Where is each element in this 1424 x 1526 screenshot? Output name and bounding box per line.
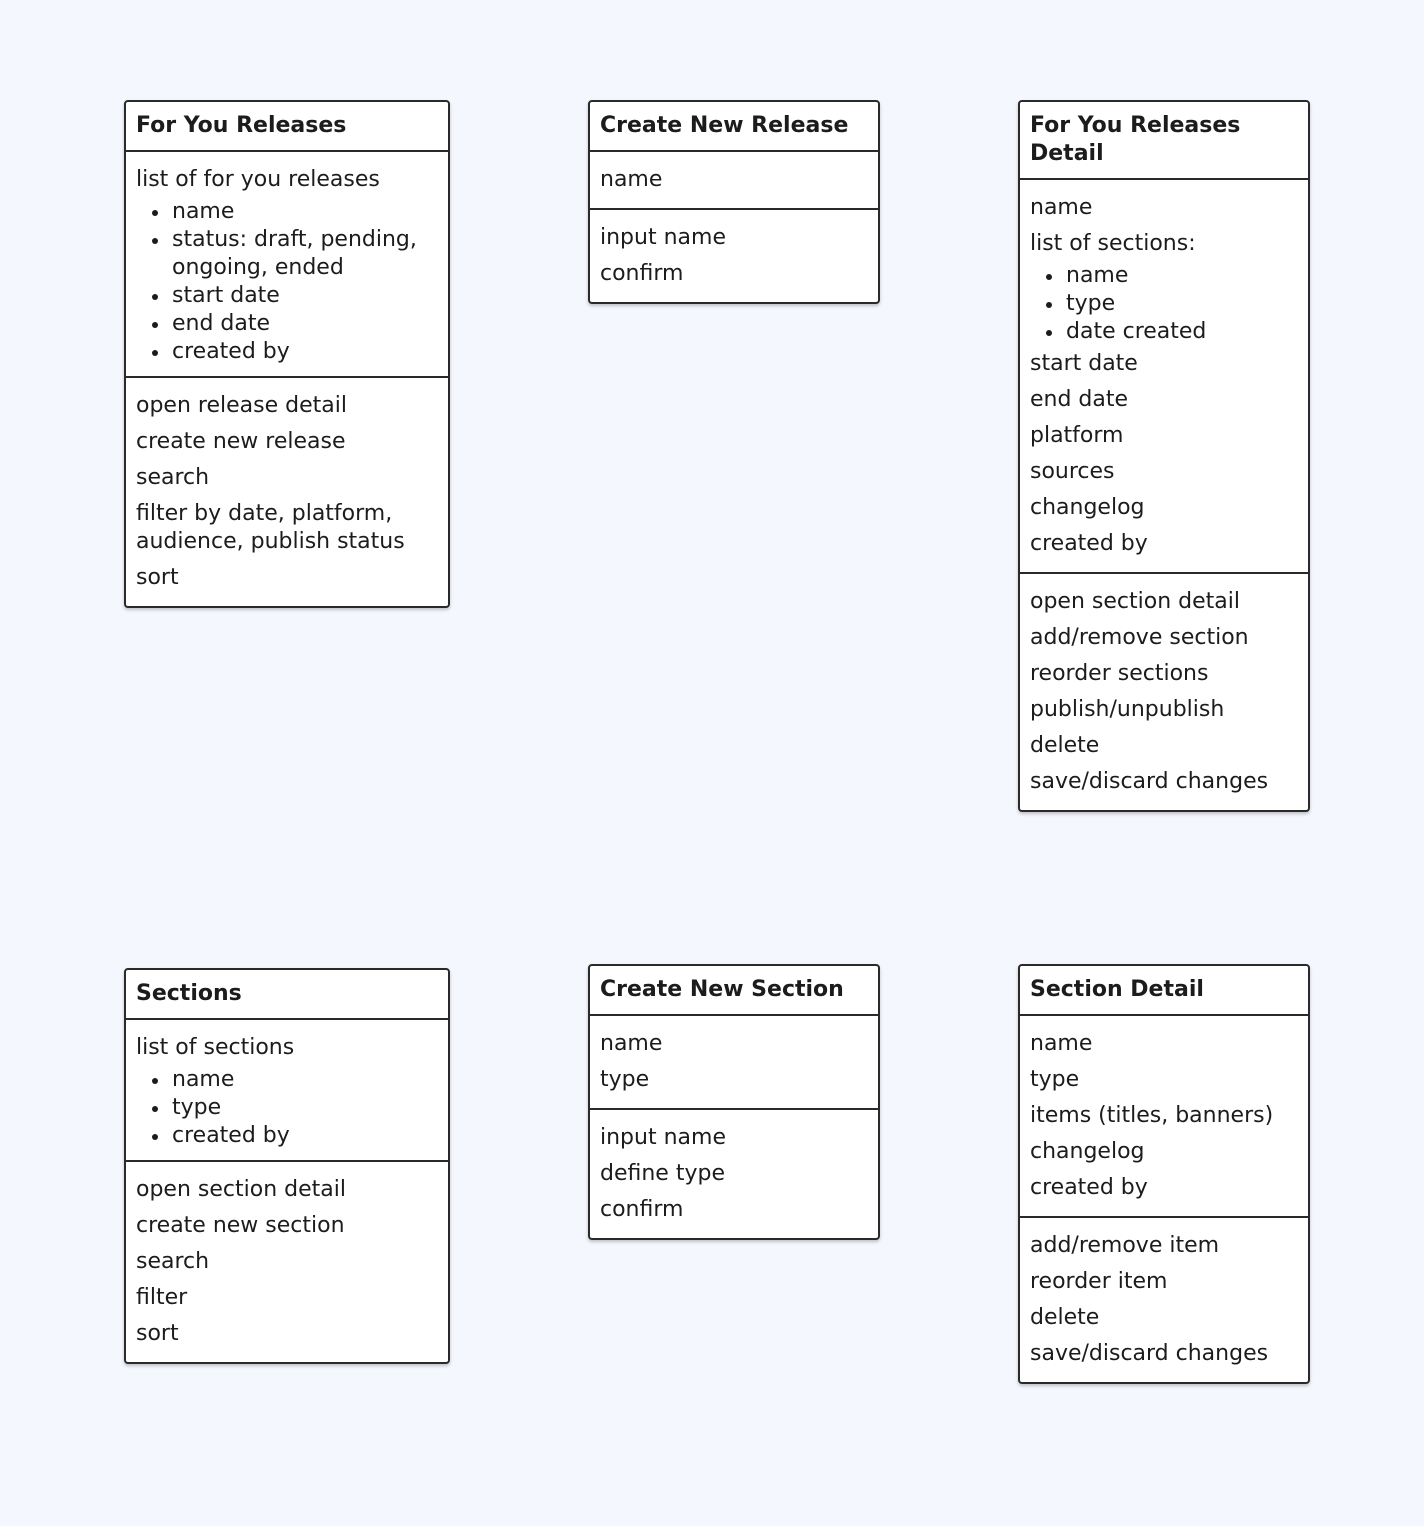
actions-section <box>126 1160 448 1362</box>
action-item: open release detail <box>136 393 347 418</box>
action-item: confirm <box>600 261 684 286</box>
bullet-item: status: draft, pending, ongoing, ended <box>172 226 438 282</box>
card-for-you-releases <box>124 100 450 608</box>
action-item: publish/unpublish <box>1030 697 1225 722</box>
bullet-item: type <box>172 1094 438 1122</box>
field-item: items (titles, banners) <box>1030 1103 1274 1128</box>
action-item: reorder sections <box>1030 661 1209 686</box>
bullet-item: name <box>172 1066 438 1094</box>
bullet-item: created by <box>172 338 438 366</box>
fields-section <box>126 152 448 376</box>
action-item: open section detail <box>1030 589 1240 614</box>
action-item: filter <box>136 1285 188 1310</box>
action-item: create new release <box>136 429 346 454</box>
field-item: type <box>1030 1067 1080 1092</box>
actions-section <box>590 1108 878 1238</box>
bullet-item: created by <box>172 1122 438 1150</box>
field-item: sources <box>1030 459 1115 484</box>
action-item: filter by date, platform, audience, publish status <box>136 501 405 554</box>
action-item: save/discard changes <box>1030 769 1269 794</box>
card-title: For You Releases Detail <box>1020 102 1308 180</box>
card-create-new-section <box>588 964 880 1240</box>
card-sections <box>124 968 450 1364</box>
action-item: input name <box>600 1125 726 1150</box>
action-item: sort <box>136 565 179 590</box>
bullet-item: type <box>1066 290 1298 318</box>
action-item: search <box>136 465 210 490</box>
action-item: create new section <box>136 1213 345 1238</box>
field-item: changelog <box>1030 1139 1145 1164</box>
card-section-detail <box>1018 964 1310 1384</box>
fields-section <box>126 1020 448 1160</box>
action-item: search <box>136 1249 210 1274</box>
fields-bullet-list <box>136 1066 438 1150</box>
bullet-item: start date <box>172 282 438 310</box>
card-title: For You Releases <box>126 102 448 152</box>
card-title: Sections <box>126 970 448 1020</box>
action-item: delete <box>1030 733 1100 758</box>
card-title: Create New Release <box>590 102 878 152</box>
card-create-new-release <box>588 100 880 304</box>
action-item: define type <box>600 1161 725 1186</box>
action-item: delete <box>1030 1305 1100 1330</box>
action-item: reorder item <box>1030 1269 1168 1294</box>
actions-section <box>1020 572 1308 810</box>
action-item: add/remove item <box>1030 1233 1220 1258</box>
action-item: add/remove section <box>1030 625 1249 650</box>
card-title: Create New Section <box>590 966 878 1016</box>
card-title: Section Detail <box>1020 966 1308 1016</box>
field-item: changelog <box>1030 495 1145 520</box>
bullet-item: name <box>1066 262 1298 290</box>
action-item: open section detail <box>136 1177 346 1202</box>
field-item: platform <box>1030 423 1124 448</box>
field-item: type <box>600 1067 650 1092</box>
actions-section <box>126 376 448 606</box>
card-for-you-releases-detail <box>1018 100 1310 812</box>
action-item: save/discard changes <box>1030 1341 1269 1366</box>
actions-section <box>590 208 878 302</box>
action-item: input name <box>600 225 726 250</box>
fields-bullet-list <box>1030 262 1298 346</box>
field-item: end date <box>1030 387 1129 412</box>
fields-heading: list of sections <box>136 1035 295 1060</box>
field-item: name <box>1030 195 1093 220</box>
field-item: name <box>600 1031 663 1056</box>
fields-section <box>590 152 878 208</box>
fields-bullet-list <box>136 198 438 366</box>
field-item: list of sections: <box>1030 231 1196 256</box>
field-item: created by <box>1030 1175 1148 1200</box>
action-item: sort <box>136 1321 179 1346</box>
fields-section <box>590 1016 878 1108</box>
fields-section <box>1020 180 1308 572</box>
bullet-item: name <box>172 198 438 226</box>
field-item: start date <box>1030 351 1138 376</box>
bullet-item: end date <box>172 310 438 338</box>
field-item: name <box>1030 1031 1093 1056</box>
fields-heading: list of for you releases <box>136 167 380 192</box>
action-item: confirm <box>600 1197 684 1222</box>
field-item: created by <box>1030 531 1148 556</box>
bullet-item: date created <box>1066 318 1298 346</box>
field-item: name <box>600 167 663 192</box>
actions-section <box>1020 1216 1308 1382</box>
fields-section <box>1020 1016 1308 1216</box>
